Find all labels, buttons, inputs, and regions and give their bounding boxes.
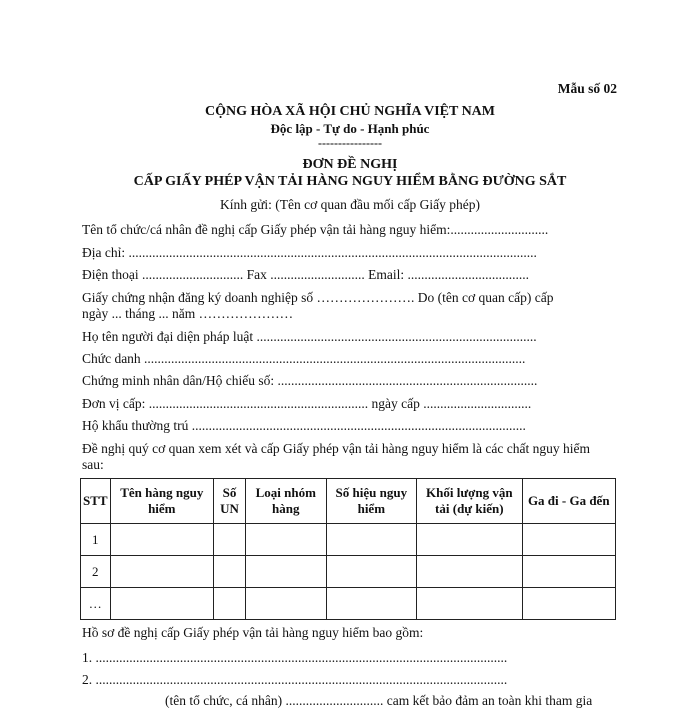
col-header: Loại nhóm hàng	[245, 479, 326, 524]
issuer-line: Đơn vị cấp: ................................................................. ngày cấp ................................	[82, 396, 532, 411]
table-cell	[245, 524, 326, 556]
id-number-line: Chứng minh nhân dân/Hộ chiếu số: .............................................................................	[82, 373, 538, 388]
table-cell	[326, 524, 417, 556]
form-number: Mẫu số 02	[557, 81, 617, 96]
contact-line: Điện thoại .............................. Fax ............................ Email: ....................................	[82, 267, 529, 282]
address-line: Địa chỉ: .........................................................................................................................	[82, 245, 537, 260]
col-header: Khối lượng vận tải (dự kiến)	[417, 479, 522, 524]
dossier-item-2: 2. ..........................................................................................................................	[82, 672, 508, 687]
table-cell	[326, 556, 417, 588]
org-name-line: Tên tổ chức/cá nhân đề nghị cấp Giấy phép vận tải hàng nguy hiểm:.............................	[82, 222, 549, 237]
dangerous-goods-table	[80, 478, 616, 620]
dossier-item-1: 1. ..........................................................................................................................	[82, 650, 508, 665]
col-header: Số hiệu nguy hiểm	[326, 479, 417, 524]
table-row	[81, 524, 616, 556]
table-cell	[245, 588, 326, 620]
recipient-line: Kính gửi: (Tên cơ quan đầu mối cấp Giấy phép)	[219, 197, 480, 212]
business-cert-date-line: ngày ... tháng ... năm …………………	[82, 306, 294, 321]
legal-rep-line: Họ tên người đại diện pháp luật ...................................................................................	[82, 329, 537, 344]
position-line: Chức danh .................................................................................................................	[82, 351, 526, 366]
request-line-cont: sau:	[82, 457, 104, 472]
table-cell	[522, 588, 615, 620]
table-cell	[417, 524, 522, 556]
table-cell	[110, 524, 213, 556]
table-cell	[417, 588, 522, 620]
document-type: ĐƠN ĐỀ NGHỊ	[302, 157, 398, 172]
col-header: Số UN	[214, 479, 246, 524]
table-cell	[522, 524, 615, 556]
col-header: Ga đi - Ga đến	[522, 479, 615, 524]
table-cell	[245, 556, 326, 588]
table-cell	[110, 588, 213, 620]
separator: ----------------	[318, 136, 382, 150]
table-cell	[214, 556, 246, 588]
document-title: CẤP GIẤY PHÉP VẬN TẢI HÀNG NGUY HIỂM BẰNG ĐƯỜNG SẮT	[133, 174, 567, 189]
dossier-intro: Hồ sơ đề nghị cấp Giấy phép vận tải hàng nguy hiểm bao gồm:	[82, 625, 424, 640]
business-cert-line: Giấy chứng nhận đăng ký doanh nghiệp số …………………. Do (tên cơ quan cấp) cấp	[82, 290, 554, 305]
request-line: Đề nghị quý cơ quan xem xét và cấp Giấy phép vận tải hàng nguy hiểm là các chất nguy hiểm	[82, 441, 590, 456]
nation-heading: CỘNG HÒA XÃ HỘI CHỦ NGHĨA VIỆT NAM	[204, 104, 495, 119]
table-cell: 1	[81, 524, 111, 556]
table-cell: 2	[81, 556, 111, 588]
table-cell	[214, 588, 246, 620]
table-cell: …	[81, 588, 111, 620]
commitment-line: (tên tổ chức, cá nhân) ............................. cam kết bảo đảm an toàn khi tham gia	[165, 693, 593, 708]
residence-line: Hộ khẩu thường trú ...................................................................................................	[82, 418, 526, 433]
table-cell	[417, 556, 522, 588]
table-cell	[326, 588, 417, 620]
table-row	[81, 588, 616, 620]
table-row	[81, 556, 616, 588]
col-header: Tên hàng nguy hiểm	[110, 479, 213, 524]
col-header: STT	[81, 479, 111, 524]
table-header-row	[81, 479, 616, 524]
table-cell	[110, 556, 213, 588]
motto: Độc lập - Tự do - Hạnh phúc	[270, 121, 430, 136]
table-cell	[522, 556, 615, 588]
table-cell	[214, 524, 246, 556]
